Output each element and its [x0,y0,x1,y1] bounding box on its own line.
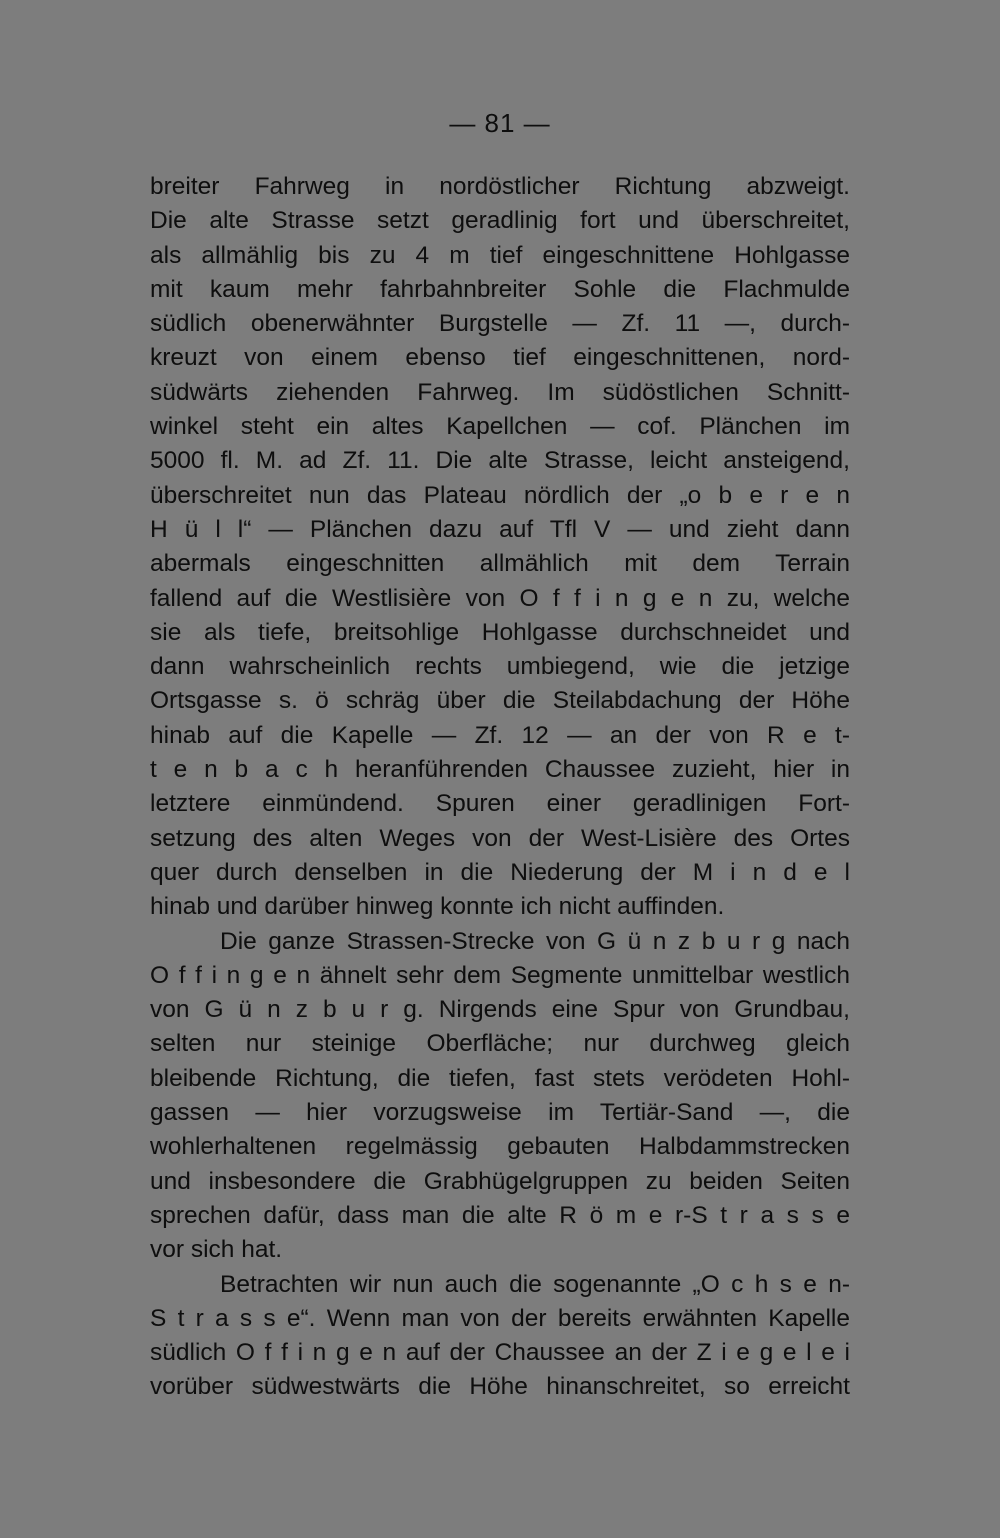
text-line: Betrachten wir nun auch die sogenannte „O c h s e n- [220,1270,850,1298]
text-line: sie als tiefe, breitsohlige Hohlgasse durchschneidet und [150,618,850,646]
text-line: quer durch denselben in die Niederung der M i n d e l [150,858,850,886]
text-line: südwärts ziehenden Fahrweg. Im südöstlichen Schnitt- [150,378,850,406]
text-line: wohlerhaltenen regelmässig gebauten Halbdammstrecken [150,1133,850,1161]
text-line: von G ü n z b u r g. Nirgends eine Spur von Grundbau, [150,996,850,1024]
text-line: bleibende Richtung, die tiefen, fast stets verödeten Hohl- [150,1064,850,1092]
text-line: letztere einmündend. Spuren einer geradlinigen Fort- [150,790,850,818]
text-line: mit kaum mehr fahrbahnbreiter Sohle die Flachmulde [150,275,850,303]
text-line: H ü l l“ — Plänchen dazu auf Tfl V — und zieht dann [150,515,850,543]
text-line: 5000 fl. M. ad Zf. 11. Die alte Strasse, leicht ansteigend, [150,447,850,475]
text-line: abermals eingeschnitten allmählich mit dem Terrain [150,550,850,578]
text-line: vor sich hat. [150,1236,283,1264]
text-line: Die alte Strasse setzt geradlinig fort und überschreitet, [150,207,850,235]
text-line: t e n b a c h heranführenden Chaussee zuzieht, hier in [150,756,850,784]
text-line: gassen — hier vorzugsweise im Tertiär-Sand —, die [150,1099,850,1127]
text-line: hinab auf die Kapelle — Zf. 12 — an der von R e t- [150,721,850,749]
text-line: kreuzt von einem ebenso tief eingeschnittenen, nord- [150,344,850,372]
text-line: setzung des alten Weges von der West-Lisière des Ortes [150,824,850,852]
text-line: breiter Fahrweg in nordöstlicher Richtung abzweigt. [150,173,850,200]
text-line: Ortsgasse s. ö schräg über die Steilabdachung der Höhe [150,687,850,715]
text-line: sprechen dafür, dass man die alte R ö m e r-S t r a s s e [150,1201,850,1229]
text-line: winkel steht ein altes Kapellchen — cof. Plänchen im [150,413,850,441]
page-number: — 81 — [449,108,551,138]
text-line: dann wahrscheinlich rechts umbiegend, wie die jetzige [150,653,850,681]
text-line: Die ganze Strassen-Strecke von G ü n z b u r g nach [220,927,850,955]
text-line: südlich obenerwähnter Burgstelle — Zf. 11 —, durch- [150,310,850,338]
text-line: vorüber südwestwärts die Höhe hinanschreitet, so erreicht [150,1373,850,1401]
text-line: überschreitet nun das Plateau nördlich der „o b e r e n [150,481,850,509]
body-text [150,170,850,1405]
text-line: und insbesondere die Grabhügelgruppen zu beiden Seiten [150,1167,850,1195]
text-line: hinab und darüber hinweg konnte ich nicht auffinden. [150,893,725,921]
text-line: südlich O f f i n g e n auf der Chaussee an der Z i e g e l e i [150,1339,850,1367]
text-line: selten nur steinige Oberfläche; nur durchweg gleich [150,1030,850,1058]
text-line: fallend auf die Westlisière von O f f i n g e n zu, welche [150,584,850,612]
text-line: als allmählig bis zu 4 m tief eingeschnittene Hohlgasse [150,241,850,269]
text-line: S t r a s s e“. Wenn man von der bereits erwähnten Kapelle [150,1304,850,1332]
text-line: O f f i n g e n ähnelt sehr dem Segmente unmittelbar westlich [150,961,850,989]
